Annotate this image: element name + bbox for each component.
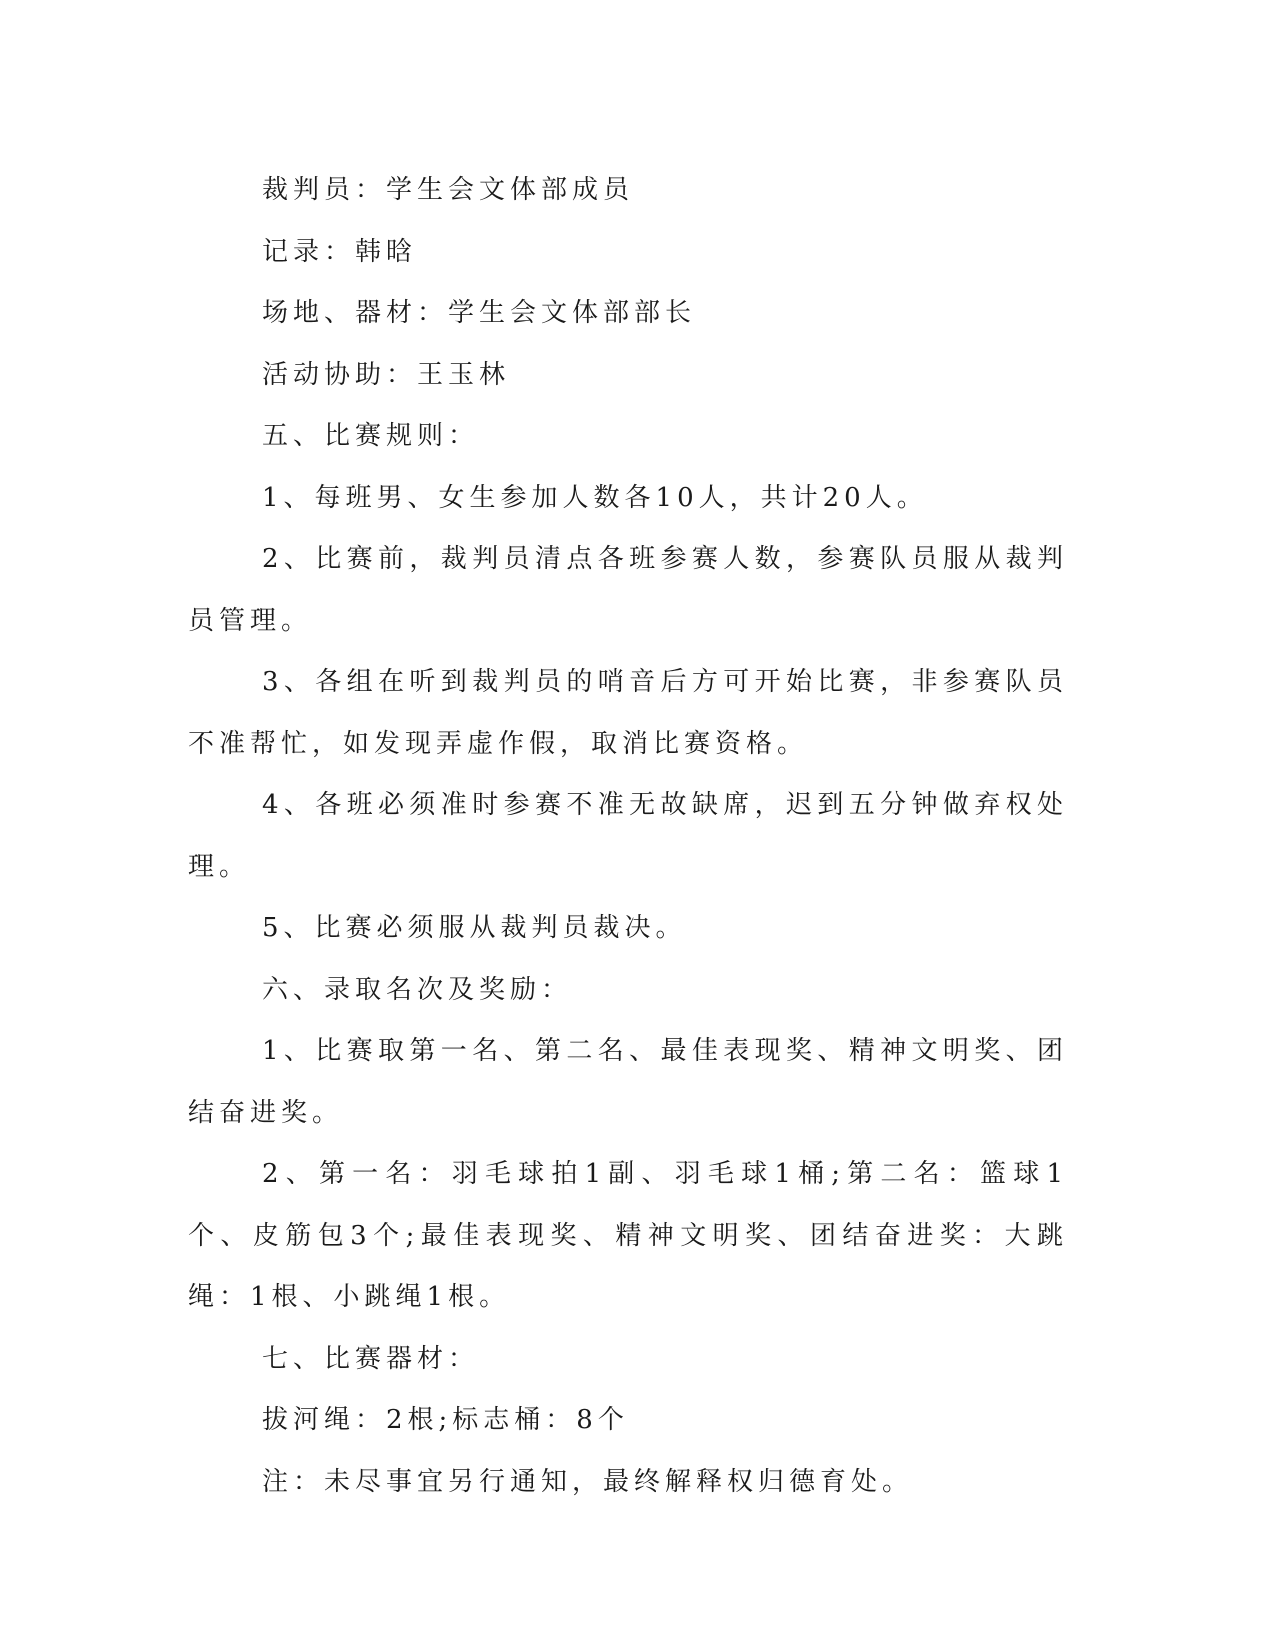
paragraph-recorder: 记录：韩晗	[262, 236, 418, 267]
paragraph-assistant: 活动协助：王玉林	[262, 359, 511, 390]
paragraph-rule-1: 1、每班男、女生参加人数各10人，共计20人。	[262, 482, 928, 513]
section-heading-equipment: 七、比赛器材：	[262, 1343, 480, 1374]
section-heading-rules: 五、比赛规则：	[262, 421, 480, 451]
paragraph-rule-5: 5、比赛必须服从裁判员裁决。	[262, 913, 687, 943]
paragraph-venue: 场地、器材：学生会文体部部长	[262, 298, 697, 328]
paragraph-award-1: 1、比赛取第一名、第二名、最佳表现奖、精神文明奖、团结奋进奖。	[188, 1036, 1068, 1128]
paragraph-referee: 裁判员：学生会文体部成员	[262, 175, 635, 205]
paragraph-equipment-list: 拔河绳：2根;标志桶：8个	[262, 1405, 629, 1435]
paragraph-rule-3: 3、各组在听到裁判员的哨音后方可开始比赛，非参赛队员不准帮忙，如发现弄虚作假，取消比赛资格。	[188, 667, 1068, 759]
paragraph-rule-2: 2、比赛前，裁判员清点各班参赛人数，参赛队员服从裁判员管理。	[188, 544, 1068, 636]
section-heading-awards: 六、录取名次及奖励：	[262, 974, 573, 1005]
paragraph-note: 注：未尽事宜另行通知，最终解释权归德育处。	[262, 1466, 914, 1497]
paragraph-rule-4: 4、各班必须准时参赛不准无故缺席，迟到五分钟做弃权处理。	[188, 790, 1068, 882]
document-body	[188, 160, 1068, 1513]
paragraph-award-2: 2、第一名：羽毛球拍1副、羽毛球1桶;第二名：篮球1个、皮筋包3个;最佳表现奖、精神文明奖、团结奋进奖：大跳绳：1根、小跳绳1根。	[188, 1159, 1068, 1312]
